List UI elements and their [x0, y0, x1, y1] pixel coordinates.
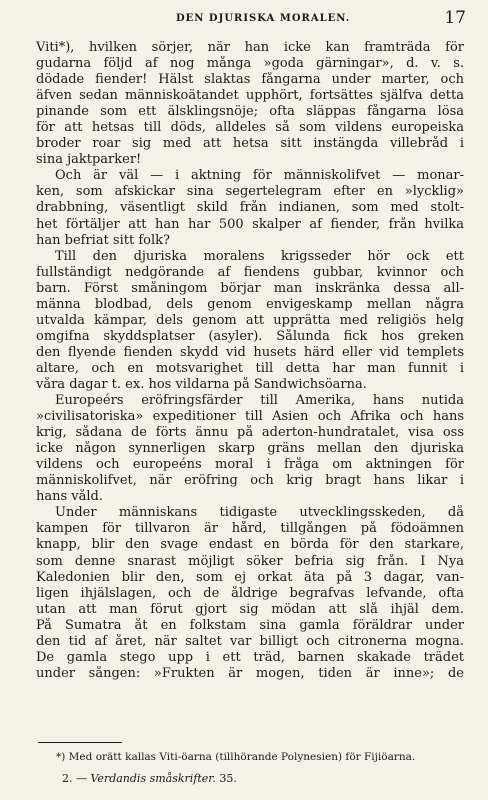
text-line: gudarna följd af nog många »goda gärningar», d. v. s. — [36, 56, 464, 72]
text-line: utvalda kämpar, dels genom att upprätta med religiös helg — [36, 312, 464, 328]
text-line: männa blodbad, dels genom envigeskamp mellan några — [36, 296, 464, 312]
text-line: omgifna skyddsplatser (asyler). Sålunda fick hos greken — [36, 328, 464, 344]
text-line: fullständigt nedgörande af fiendens gubbar, kvinnor och — [36, 264, 464, 280]
text-line: han befriat sitt folk? — [36, 232, 170, 248]
text-line: utan att man förut gjort sig mödan att slå ihjäl dem. — [36, 601, 464, 617]
text-line: hans våld. — [36, 489, 104, 505]
page-header — [36, 8, 468, 30]
signature-title: — Verdandis småskrifter. — [76, 772, 216, 785]
signature-sheet: 2. — [62, 772, 73, 785]
text-line: Och är väl — i aktning för människolifvet — monar- — [55, 168, 464, 184]
text-line: barn. Först småningom börjar man inskränka dessa all- — [36, 280, 464, 296]
text-line: krig, sådana de förts ännu på aderton-hundratalet, visa oss — [36, 425, 464, 441]
text-line: Till den djuriska moralens krigsseder hör ock ett — [55, 248, 464, 264]
text-line: knapp, blir den svage endast en börda för den starkare, — [36, 537, 464, 553]
text-line: under sången: »Frukten är mogen, tiden är inne»; de — [36, 665, 464, 681]
text-line: vildens och europeéns moral i fråga om aktningen för — [36, 457, 464, 473]
text-line: het förtäljer att han har 500 skalper af fiender, från hvilka — [36, 216, 464, 232]
text-line: våra dagar t. ex. hos vildarna på Sandwichsöarna. — [36, 376, 367, 392]
text-line: ken, som afskickar sina segertelegram efter en »lycklig» — [36, 184, 464, 200]
text-line: den flyende fienden skydd vid husets härd eller vid templets — [36, 344, 464, 360]
text-line: människolifvet, när eröfring och krig bragt hans likar i — [36, 473, 464, 489]
text-line: Europeérs eröfringsfärder till Amerika, hans nutida — [55, 393, 464, 409]
text-line: som denne snarast möjligt söker befria sig från. I Nya — [36, 553, 464, 569]
text-line: »civilisatoriska» expeditioner till Asien och Afrika och hans — [36, 409, 464, 425]
signature-number: 35. — [219, 772, 237, 785]
footnote-divider — [38, 742, 122, 743]
text-line: broder roar sig med att hetsa sitt instängda villebråd i — [36, 136, 464, 152]
running-head: DEN DJURISKA MORALEN. — [176, 13, 351, 24]
text-line: De gamla stego upp i ett träd, barnen skakade trädet — [36, 649, 464, 665]
text-line: Viti*), hvilken sörjer, när han icke kan framträda för — [36, 40, 464, 55]
text-line: äfven sedan människoätandet upphört, fortsättes själfva detta — [36, 88, 464, 104]
text-line: den tid af året, när saltet var billigt och citronerna mogna. — [36, 633, 464, 649]
text-line: På Sumatra åt en folkstam sina gamla föräldrar under — [36, 617, 464, 633]
text-line: ligen ihjälslagen, och de åldrige begrafvas lefvande, ofta — [36, 585, 464, 601]
text-line: pinande som ett älsklingsnöje; ofta släppas fångarna lösa — [36, 104, 464, 120]
text-line: drabbning, väsentligt skild från indianen, som med stolt- — [36, 200, 464, 216]
text-line: kampen för tillvaron är hård, tillgången på födoämnen — [36, 521, 464, 537]
page-number: 17 — [444, 8, 466, 28]
body-text — [36, 40, 464, 682]
text-line: för att hetsas till döds, alldeles så som vildens europeiska — [36, 120, 464, 136]
printer-signature — [62, 772, 237, 785]
text-line: altare, och en motsvarighet till detta har man funnit i — [36, 360, 464, 376]
text-line: Kaledonien blir den, som ej orkat äta på 3 dagar, van- — [36, 569, 464, 585]
text-line: Under människans tidigaste utvecklingsskeden, då — [55, 505, 464, 521]
text-line: sina jaktparker! — [36, 152, 142, 168]
text-line: icke någon synnerligen skarp gräns mellan den djuriska — [36, 441, 464, 457]
footnote: *) Med orätt kallas Viti-öarna (tillhörande Polynesien) för Fijiöarna. — [56, 751, 416, 763]
text-line: dödade fiender! Hälst slaktas fångarna under marter, och — [36, 72, 464, 88]
